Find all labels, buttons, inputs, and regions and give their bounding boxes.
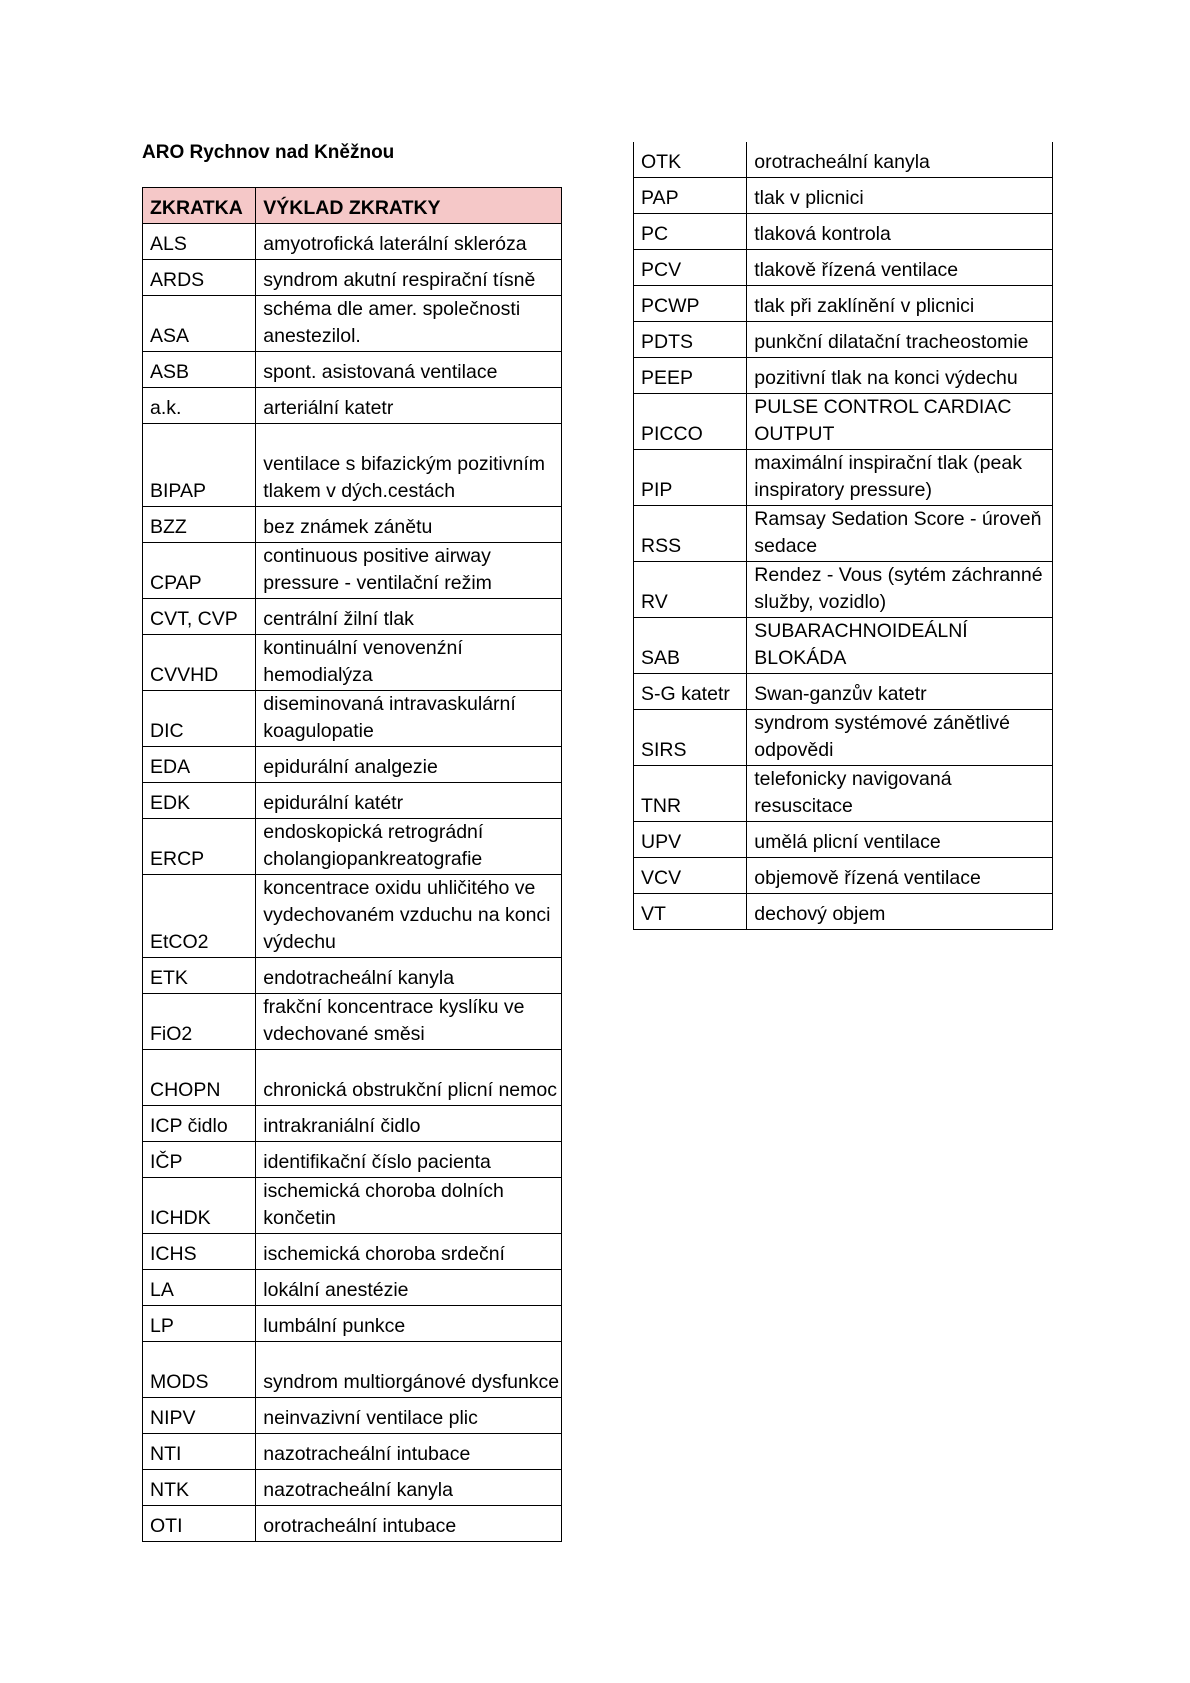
abbreviation-table-right [633,142,1053,930]
definition-cell: orotracheální intubace [256,1506,562,1542]
abbr-cell: SIRS [634,710,747,766]
abbr-cell: ASB [143,352,256,388]
abbr-cell: PICCO [634,394,747,450]
abbr-cell: DIC [143,691,256,747]
definition-cell: schéma dle amer. společnosti anestezilol. [256,296,562,352]
definition-cell: ischemická choroba srdeční [256,1234,562,1270]
table-row [634,766,1053,822]
abbr-cell: NIPV [143,1398,256,1434]
table-row [634,894,1053,930]
abbr-cell: LP [143,1306,256,1342]
abbreviation-table-left [142,187,562,1542]
abbr-cell: PIP [634,450,747,506]
definition-cell: epidurální katétr [256,783,562,819]
definition-cell: nazotracheální kanyla [256,1470,562,1506]
definition-cell: ischemická choroba dolních končetin [256,1178,562,1234]
table-row [143,1506,562,1542]
abbr-cell: ALS [143,224,256,260]
table-row [143,388,562,424]
table-header-row [143,188,562,224]
definition-cell: diseminovaná intravaskulární koagulopatie [256,691,562,747]
abbr-cell: OTK [634,142,747,178]
definition-cell: orotracheální kanyla [747,142,1053,178]
table-row [143,543,562,599]
abbr-cell: S-G katetr [634,674,747,710]
table-row [634,394,1053,450]
table-row [634,250,1053,286]
definition-cell: syndrom akutní respirační tísně [256,260,562,296]
table-row [143,875,562,958]
definition-cell: tlakově řízená ventilace [747,250,1053,286]
table-row [143,1234,562,1270]
definition-cell: bez známek zánětu [256,507,562,543]
abbr-cell: ICP čidlo [143,1106,256,1142]
table-row [143,783,562,819]
definition-cell: punkční dilatační tracheostomie [747,322,1053,358]
definition-cell: epidurální analgezie [256,747,562,783]
definition-cell: SUBARACHNOIDEÁLNÍ BLOKÁDA [747,618,1053,674]
abbr-cell: RV [634,562,747,618]
definition-cell: lumbální punkce [256,1306,562,1342]
table-row [634,322,1053,358]
abbr-cell: EDK [143,783,256,819]
abbr-cell: PEEP [634,358,747,394]
definition-cell: umělá plicní ventilace [747,822,1053,858]
table-row [143,1306,562,1342]
table-row [143,352,562,388]
abbr-cell: PAP [634,178,747,214]
table-row [634,286,1053,322]
table-row [143,1342,562,1398]
table-row [143,994,562,1050]
table-row [143,1398,562,1434]
table-row [143,296,562,352]
table-row [634,142,1053,178]
abbr-cell: VCV [634,858,747,894]
page-title: ARO Rychnov nad Kněžnou [142,142,395,163]
abbr-cell: VT [634,894,747,930]
table-row [143,1050,562,1106]
abbr-cell: OTI [143,1506,256,1542]
table-row [143,819,562,875]
abbr-cell: ICHDK [143,1178,256,1234]
abbr-cell: NTK [143,1470,256,1506]
definition-cell: arteriální katetr [256,388,562,424]
table-row [143,1106,562,1142]
abbr-cell: CPAP [143,543,256,599]
header-def: VÝKLAD ZKRATKY [256,188,562,224]
definition-cell: Rendez - Vous (sytém záchranné služby, vozidlo) [747,562,1053,618]
abbr-cell: CHOPN [143,1050,256,1106]
table-row [143,1178,562,1234]
definition-cell: lokální anestézie [256,1270,562,1306]
table-row [634,822,1053,858]
abbr-cell: UPV [634,822,747,858]
abbr-cell: MODS [143,1342,256,1398]
abbr-cell: ASA [143,296,256,352]
abbr-cell: ERCP [143,819,256,875]
abbr-cell: FiO2 [143,994,256,1050]
abbr-cell: SAB [634,618,747,674]
table-row [143,635,562,691]
table-row [634,506,1053,562]
definition-cell: nazotracheální intubace [256,1434,562,1470]
definition-cell: syndrom systémové zánětlivé odpovědi [747,710,1053,766]
definition-cell: syndrom multiorgánové dysfunkce [256,1342,562,1398]
abbr-cell: NTI [143,1434,256,1470]
definition-cell: ventilace s bifazickým pozitivním tlakem v dých.cestách [256,424,562,507]
table-row [634,178,1053,214]
table-row [634,710,1053,766]
definition-cell: tlak v plicnici [747,178,1053,214]
definition-cell: continuous positive airway pressure - ventilační režim [256,543,562,599]
definition-cell: dechový objem [747,894,1053,930]
definition-cell: Ramsay Sedation Score - úroveň sedace [747,506,1053,562]
table-row [143,224,562,260]
definition-cell: telefonicky navigovaná resuscitace [747,766,1053,822]
table-row [634,858,1053,894]
abbr-cell: ETK [143,958,256,994]
definition-cell: amyotrofická laterální skleróza [256,224,562,260]
table-row [143,1434,562,1470]
abbr-cell: EDA [143,747,256,783]
table-row [143,691,562,747]
table-row [634,214,1053,250]
abbr-cell: BZZ [143,507,256,543]
table-row [634,562,1053,618]
definition-cell: Swan-ganzův katetr [747,674,1053,710]
abbr-cell: BIPAP [143,424,256,507]
abbr-cell: a.k. [143,388,256,424]
definition-cell: spont. asistovaná ventilace [256,352,562,388]
definition-cell: pozitivní tlak na konci výdechu [747,358,1053,394]
definition-cell: intrakraniální čidlo [256,1106,562,1142]
definition-cell: PULSE CONTROL CARDIAC OUTPUT [747,394,1053,450]
table-row [143,260,562,296]
abbr-cell: RSS [634,506,747,562]
table-row [143,1470,562,1506]
abbr-cell: PC [634,214,747,250]
abbr-cell: CVVHD [143,635,256,691]
definition-cell: endotracheální kanyla [256,958,562,994]
definition-cell: kontinuální venovenźní hemodialýza [256,635,562,691]
header-abbr: ZKRATKA [143,188,256,224]
abbr-cell: EtCO2 [143,875,256,958]
table-row [143,747,562,783]
definition-cell: centrální žilní tlak [256,599,562,635]
definition-cell: tlaková kontrola [747,214,1053,250]
table-row [634,358,1053,394]
table-row [634,618,1053,674]
definition-cell: tlak při zaklínění v plicnici [747,286,1053,322]
definition-cell: identifikační číslo pacienta [256,1142,562,1178]
table-row [143,507,562,543]
abbr-cell: PDTS [634,322,747,358]
abbr-cell: IČP [143,1142,256,1178]
abbr-cell: LA [143,1270,256,1306]
table-row [143,1270,562,1306]
abbr-cell: ICHS [143,1234,256,1270]
table-row [634,674,1053,710]
definition-cell: frakční koncentrace kyslíku ve vdechované směsi [256,994,562,1050]
abbr-cell: PCV [634,250,747,286]
definition-cell: endoskopická retrográdní cholangiopankreatografie [256,819,562,875]
table-row [143,424,562,507]
definition-cell: neinvazivní ventilace plic [256,1398,562,1434]
definition-cell: maximální inspirační tlak (peak inspiratory pressure) [747,450,1053,506]
abbr-cell: TNR [634,766,747,822]
table-row [634,450,1053,506]
definition-cell: objemově řízená ventilace [747,858,1053,894]
abbr-cell: PCWP [634,286,747,322]
abbr-cell: CVT, CVP [143,599,256,635]
table-row [143,599,562,635]
definition-cell: chronická obstrukční plicní nemoc [256,1050,562,1106]
definition-cell: koncentrace oxidu uhličitého ve vydechovaném vzduchu na konci výdechu [256,875,562,958]
table-row [143,1142,562,1178]
abbr-cell: ARDS [143,260,256,296]
table-row [143,958,562,994]
